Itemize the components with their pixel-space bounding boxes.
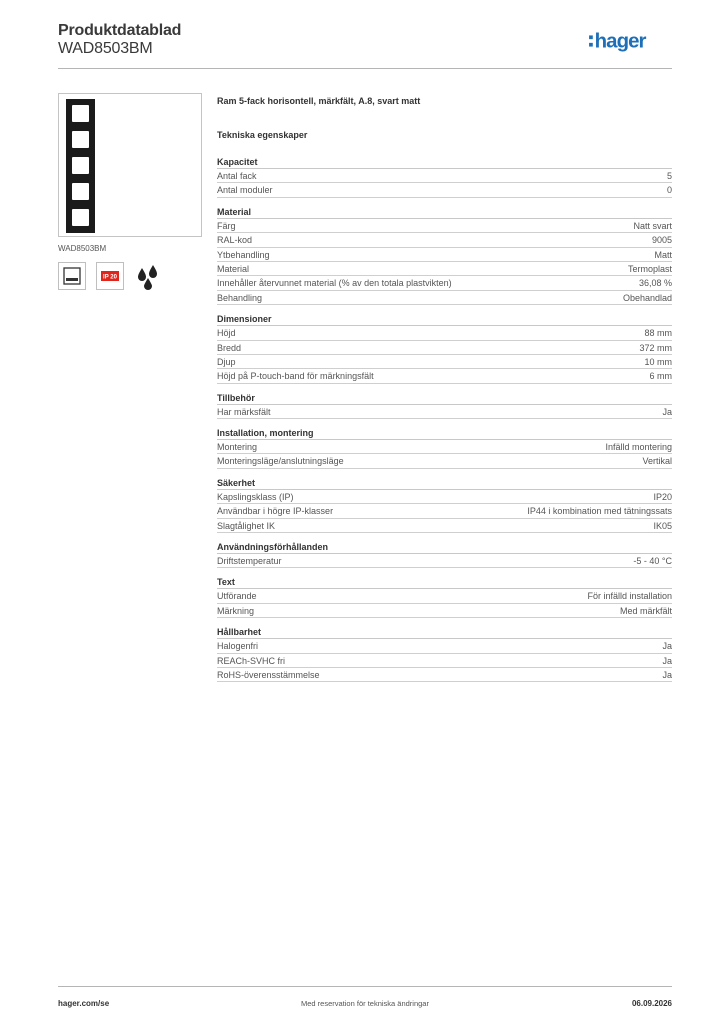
- spec-sections: [217, 156, 672, 690]
- mounting-frame-icon: [58, 262, 86, 290]
- spec-section-title: Material: [217, 206, 672, 219]
- spec-row: [217, 504, 672, 518]
- spec-section-title: Installation, montering: [217, 427, 672, 440]
- spec-value: IP44 i kombination med tätningssats: [527, 506, 672, 517]
- spec-label: RAL-kod: [217, 235, 253, 246]
- spec-row: [217, 589, 672, 603]
- spec-row: [217, 248, 672, 262]
- frame-slot: [72, 183, 89, 200]
- spec-row: [217, 291, 672, 305]
- spec-section: [217, 427, 672, 469]
- spec-value: 0: [666, 185, 672, 196]
- spec-section: [217, 392, 672, 419]
- spec-row: [217, 405, 672, 419]
- spec-value: IP20: [653, 491, 672, 502]
- page-footer: [58, 986, 672, 1008]
- footer-disclaimer: Med reservation för tekniska ändringar: [301, 999, 429, 1008]
- spec-value: 5: [666, 171, 672, 181]
- spec-label: Slagtålighet IK: [217, 520, 276, 531]
- footer-website: hager.com/se: [58, 999, 110, 1008]
- spec-section: [217, 477, 672, 533]
- frame-slot: [72, 131, 89, 148]
- spec-section-title: Tillbehör: [217, 392, 672, 405]
- spec-value: Med märkfält: [619, 605, 672, 616]
- spec-row: [217, 355, 672, 369]
- spec-row: [217, 369, 672, 383]
- spec-value: 88 mm: [644, 328, 672, 339]
- spec-row: [217, 668, 672, 682]
- frame-illustration: [66, 99, 95, 233]
- spec-section: [217, 541, 672, 568]
- page-header: [58, 22, 672, 68]
- spec-label: Utförande: [217, 591, 257, 602]
- spec-row: [217, 604, 672, 618]
- spec-value: Termoplast: [627, 263, 672, 274]
- spec-label: Montering: [217, 442, 258, 453]
- spec-row: [217, 183, 672, 197]
- spec-value: Ja: [662, 669, 672, 680]
- spec-value: Ja: [662, 655, 672, 666]
- spec-label: Driftstemperatur: [217, 556, 282, 567]
- logo-wordmark: hager: [594, 30, 646, 53]
- spec-value: Obehandlad: [622, 292, 672, 303]
- ip20-badge-text: IP 20: [103, 274, 117, 281]
- spec-row: [217, 219, 672, 233]
- spec-label: Djup: [217, 356, 236, 367]
- spec-value: 9005: [651, 235, 672, 246]
- spec-row: [217, 454, 672, 468]
- spec-section: [217, 576, 672, 618]
- spec-row: [217, 233, 672, 247]
- spec-value: -5 - 40 °C: [633, 556, 672, 567]
- spec-value: För infälld installation: [587, 591, 672, 602]
- spec-section-title: Hållbarhet: [217, 626, 672, 639]
- spec-label: Material: [217, 263, 250, 274]
- product-image-caption: WAD8503BM: [58, 244, 107, 253]
- spec-row: [217, 169, 672, 183]
- spec-section: [217, 313, 672, 384]
- spec-label: Halogenfri: [217, 641, 259, 652]
- spec-value: Ja: [662, 406, 672, 417]
- frame-slot: [72, 105, 89, 122]
- footer-date: 06.09.2026: [631, 999, 672, 1008]
- spec-section-title: Text: [217, 576, 672, 589]
- spec-section-title: Säkerhet: [217, 477, 672, 490]
- spec-section: [217, 626, 672, 682]
- spec-section-title: Dimensioner: [217, 313, 672, 326]
- spec-row: [217, 554, 672, 568]
- spec-row: [217, 639, 672, 653]
- technical-properties-heading: Tekniska egenskaper: [217, 130, 308, 140]
- frame-slot: [72, 157, 89, 174]
- document-title: Produktdatablad: [58, 22, 182, 39]
- water-drops-icon: [134, 262, 162, 290]
- spec-label: REACh-SVHC fri: [217, 655, 286, 666]
- spec-value: Ja: [662, 641, 672, 652]
- spec-row: [217, 276, 672, 290]
- spec-label: Behandling: [217, 292, 263, 303]
- spec-value: IK05: [653, 520, 672, 531]
- spec-label: RoHS-överensstämmelse: [217, 669, 320, 680]
- spec-row: [217, 341, 672, 355]
- feature-icons: [58, 262, 202, 292]
- product-image: [58, 93, 202, 237]
- spec-value: 36,08 %: [638, 278, 672, 289]
- product-description: Ram 5-fack horisontell, märkfält, A.8, svart matt: [217, 96, 421, 106]
- ip20-badge-icon: [96, 262, 124, 290]
- spec-row: [217, 490, 672, 504]
- spec-label: Antal moduler: [217, 185, 273, 196]
- spec-row: [217, 654, 672, 668]
- spec-label: Innehåller återvunnet material (% av den totala plastvikten): [217, 278, 452, 289]
- spec-value: Matt: [654, 249, 672, 260]
- spec-label: Färg: [217, 220, 236, 231]
- spec-label: Höjd på P-touch-band för märkningsfält: [217, 371, 374, 382]
- spec-label: Antal fack: [217, 171, 257, 181]
- spec-value: 10 mm: [644, 356, 672, 367]
- spec-value: Natt svart: [633, 220, 672, 231]
- spec-row: [217, 440, 672, 454]
- spec-label: Bredd: [217, 342, 242, 353]
- hager-logo: [586, 28, 672, 54]
- spec-label: Användbar i högre IP-klasser: [217, 506, 334, 517]
- header-divider: [58, 68, 672, 69]
- frame-slot: [72, 209, 89, 226]
- spec-row: [217, 519, 672, 533]
- spec-section: [217, 156, 672, 198]
- spec-row: [217, 262, 672, 276]
- spec-section-title: Användningsförhållanden: [217, 541, 672, 554]
- spec-value: 372 mm: [639, 342, 672, 353]
- spec-section-title: Kapacitet: [217, 156, 672, 169]
- spec-label: Monteringsläge/anslutningsläge: [217, 456, 344, 467]
- spec-label: Ytbehandling: [217, 249, 270, 260]
- spec-label: Kapslingsklass (IP): [217, 491, 294, 502]
- spec-section: [217, 206, 672, 305]
- spec-value: 6 mm: [649, 371, 672, 382]
- spec-row: [217, 326, 672, 340]
- spec-value: Vertikal: [642, 456, 672, 467]
- spec-label: Har märksfält: [217, 406, 271, 417]
- spec-label: Höjd: [217, 328, 236, 339]
- spec-label: Märkning: [217, 605, 255, 616]
- product-code-heading: WAD8503BM: [58, 40, 153, 57]
- spec-value: Infälld montering: [605, 442, 672, 453]
